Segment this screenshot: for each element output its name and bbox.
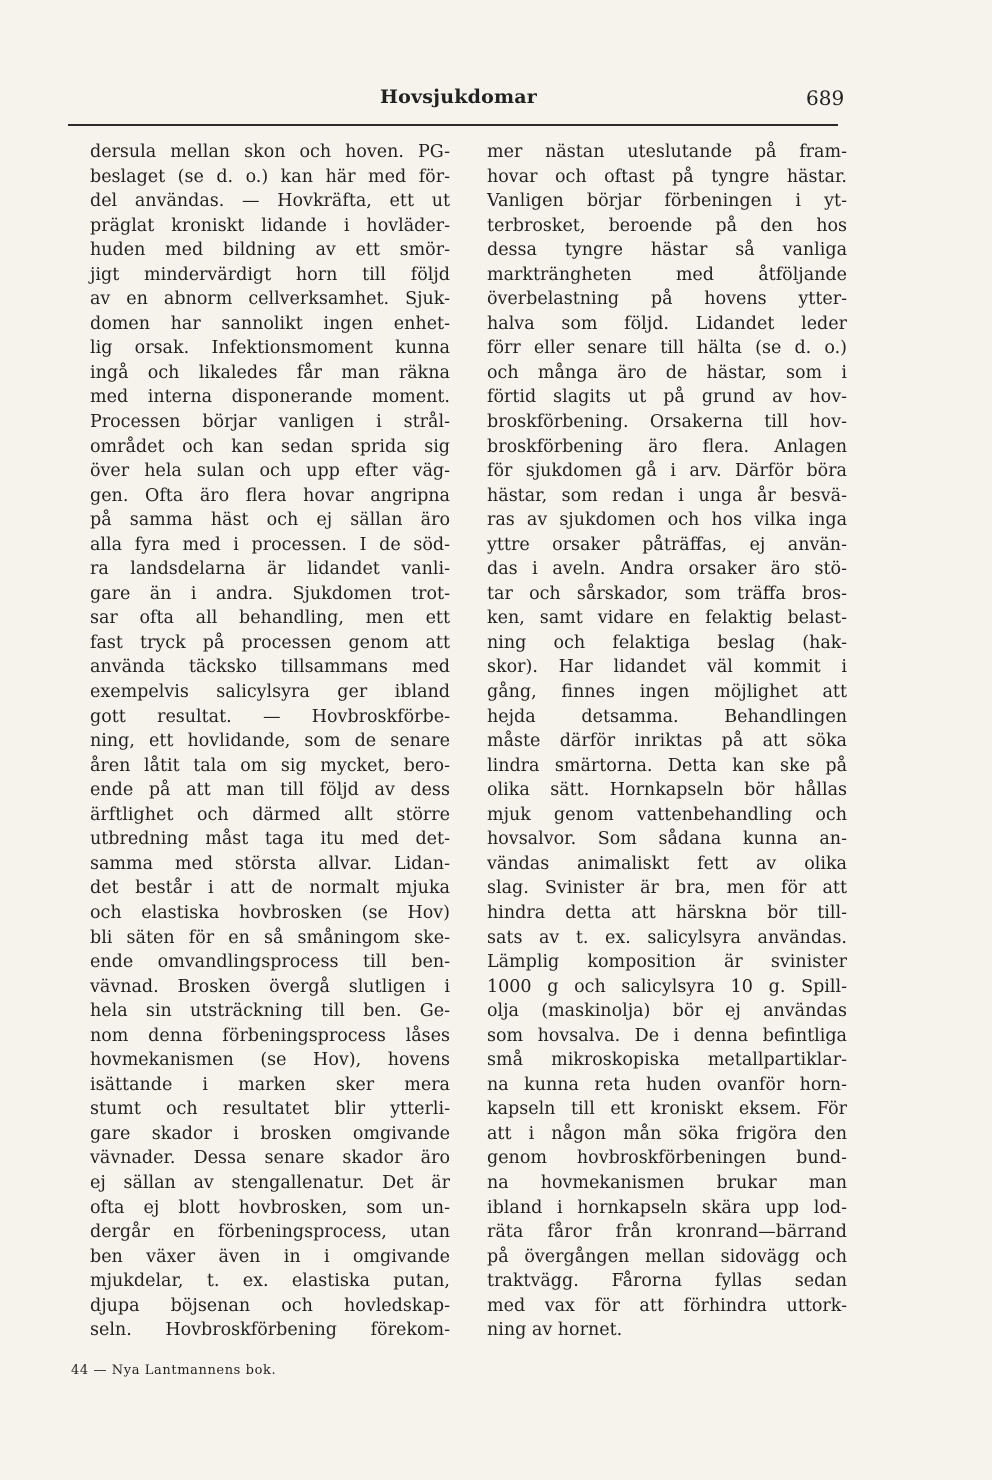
text-line: genom hovbroskförbeningen bund-: [487, 1148, 847, 1169]
text-line: hela sin utsträckning till ben. Ge-: [90, 1001, 450, 1022]
text-line: av en abnorm cellverksamhet. Sjuk-: [90, 289, 450, 310]
text-line: och många äro de hästar, som i: [487, 362, 847, 383]
text-line: 1000 g och salicylsyra 10 g. Spill-: [487, 976, 847, 997]
text-line: gång, finnes ingen möjlighet att: [487, 682, 847, 703]
text-line: hovsalvor. Som sådana kunna an-: [487, 829, 847, 850]
text-line: samma med största allvar. Lidan-: [90, 853, 450, 874]
running-header-title: Hovsjukdomar: [380, 86, 537, 108]
text-line: exempelvis salicylsyra ger ibland: [90, 682, 450, 703]
text-line: vävnader. Dessa senare skador äro: [90, 1148, 450, 1169]
text-line: ärftlighet och därmed allt större: [90, 804, 450, 825]
text-line: som hovsalva. De i denna befintliga: [487, 1025, 847, 1046]
text-line: terbrosket, beroende på den hos: [487, 215, 847, 236]
text-line: na hovmekanismen brukar man: [487, 1172, 847, 1193]
text-line: präglat kroniskt lidande i hovläder-: [90, 215, 450, 236]
text-line: att i någon mån söka frigöra den: [487, 1123, 847, 1144]
text-line: lindra smärtorna. Detta kan ske på: [487, 755, 847, 776]
text-line: vändas animaliskt fett av olika: [487, 853, 847, 874]
text-line: sar ofta all behandling, men ett: [90, 608, 450, 629]
text-line: broskförbening. Orsakerna till hov-: [487, 412, 847, 433]
text-line: förr eller senare till hälta (se d. o.): [487, 338, 847, 359]
text-line: gare skador i brosken omgivande: [90, 1123, 450, 1144]
text-line: djupa böjsenan och hovledskap-: [90, 1295, 450, 1316]
text-line: mjuk genom vattenbehandling och: [487, 804, 847, 825]
text-line: Vanligen börjar förbeningen i yt-: [487, 191, 847, 212]
header-rule: [68, 124, 838, 126]
text-line: domen har sannolikt ingen enhet-: [90, 313, 450, 334]
text-line: på samma häst och ej sällan äro: [90, 510, 450, 531]
text-line: med interna disponerande moment.: [90, 387, 450, 408]
text-line: isättande i marken sker mera: [90, 1074, 450, 1095]
text-line: jigt mindervärdigt horn till följd: [90, 264, 450, 285]
text-line: tar och sårskador, som träffa bros-: [487, 583, 847, 604]
text-line: ofta ej blott hovbrosken, som un-: [90, 1197, 450, 1218]
text-line: nom denna förbeningsprocess låses: [90, 1025, 450, 1046]
text-line: gott resultat. — Hovbroskförbe-: [90, 706, 450, 727]
text-line: kapseln till ett kroniskt eksem. För: [487, 1099, 847, 1120]
text-line: sats av t. ex. salicylsyra användas.: [487, 927, 847, 948]
text-line: olja (maskinolja) bör ej användas: [487, 1001, 847, 1022]
text-line: räta fåror från kronrand—bärrand: [487, 1222, 847, 1243]
text-line: ras av sjukdomen och hos vilka inga: [487, 510, 847, 531]
text-line: Processen börjar vanligen i strål-: [90, 412, 450, 433]
text-line: på övergången mellan sidovägg och: [487, 1246, 847, 1267]
text-line: hästar, som redan i unga år besvä-: [487, 485, 847, 506]
text-line: slag. Svinister är bra, men för att: [487, 878, 847, 899]
text-line: hejda detsamma. Behandlingen: [487, 706, 847, 727]
text-line: dessa tyngre hästar så vanliga: [487, 240, 847, 261]
text-line: das i aveln. Andra orsaker äro stö-: [487, 559, 847, 580]
text-line: över hela sulan och upp efter väg-: [90, 461, 450, 482]
text-line: ej sällan av stengallenatur. Det är: [90, 1172, 450, 1193]
text-line: huden med bildning av ett smör-: [90, 240, 450, 261]
text-line: ingå och likaledes får man räkna: [90, 362, 450, 383]
text-line: mjukdelar, t. ex. elastiska putan,: [90, 1271, 450, 1292]
text-line: gen. Ofta äro flera hovar angripna: [90, 485, 450, 506]
text-line: ende på att man till följd av dess: [90, 780, 450, 801]
footer-signature: 44 — Nya Lantmannens bok.: [71, 1363, 277, 1378]
text-line: och elastiska hovbrosken (se Hov): [90, 902, 450, 923]
text-line: markträngheten med åtföljande: [487, 264, 847, 285]
text-line: för sjukdomen gå i arv. Därför böra: [487, 461, 847, 482]
text-line: ning, ett hovlidande, som de senare: [90, 731, 450, 752]
right-text-column: [487, 140, 847, 1343]
text-line: små mikroskopiska metallpartiklar-: [487, 1050, 847, 1071]
text-line: hovar och oftast på tyngre hästar.: [487, 166, 847, 187]
text-line: förtid slagits ut på grund av hov-: [487, 387, 847, 408]
text-line: skor). Har lidandet väl kommit i: [487, 657, 847, 678]
text-line: vävnad. Brosken övergå slutligen i: [90, 976, 450, 997]
text-line: traktvägg. Fårorna fyllas sedan: [487, 1271, 847, 1292]
text-line: lig orsak. Infektionsmoment kunna: [90, 338, 450, 359]
text-line: ning och felaktiga beslag (hak-: [487, 632, 847, 653]
text-line: dersula mellan skon och hoven. PG-: [90, 142, 450, 162]
text-line: mer nästan uteslutande på fram-: [487, 142, 847, 162]
text-line: alla fyra med i processen. I de söd-: [90, 534, 450, 555]
text-line: med vax för att förhindra uttork-: [487, 1295, 847, 1316]
text-line: gare än i andra. Sjukdomen trot-: [90, 583, 450, 604]
text-line: seln. Hovbroskförbening förekom-: [90, 1320, 450, 1341]
text-line: åren låtit tala om sig mycket, bero-: [90, 755, 450, 776]
page-number: 689: [806, 86, 845, 110]
text-line: na kunna reta huden ovanför horn-: [487, 1074, 847, 1095]
text-line: beslaget (se d. o.) kan här med för-: [90, 166, 450, 187]
text-line: olika sätt. Hornkapseln bör hållas: [487, 780, 847, 801]
text-line: det består i att de normalt mjuka: [90, 878, 450, 899]
text-line: del användas. — Hovkräfta, ett ut: [90, 191, 450, 212]
text-line: ibland i hornkapseln skära upp lod-: [487, 1197, 847, 1218]
left-text-column: [90, 140, 450, 1343]
text-line: broskförbening äro flera. Anlagen: [487, 436, 847, 457]
text-line: hovmekanismen (se Hov), hovens: [90, 1050, 450, 1071]
text-line: hindra detta att härskna bör till-: [487, 902, 847, 923]
text-line: fast tryck på processen genom att: [90, 632, 450, 653]
text-line: ra landsdelarna är lidandet vanli-: [90, 559, 450, 580]
text-line: överbelastning på hovens ytter-: [487, 289, 847, 310]
text-line: bli säten för en så småningom ske-: [90, 927, 450, 948]
text-line: yttre orsaker påträffas, ej använ-: [487, 534, 847, 555]
text-line: ken, samt vidare en felaktig belast-: [487, 608, 847, 629]
text-line: stumt och resultatet blir ytterli-: [90, 1099, 450, 1120]
text-line: ende omvandlingsprocess till ben-: [90, 952, 450, 973]
text-line: dergår en förbeningsprocess, utan: [90, 1222, 450, 1243]
text-line: området och kan sedan sprida sig: [90, 436, 450, 457]
text-line: Lämplig komposition är svinister: [487, 952, 847, 973]
text-line: utbredning måst taga itu med det-: [90, 829, 450, 850]
text-line: halva som följd. Lidandet leder: [487, 313, 847, 334]
text-line: ben växer även in i omgivande: [90, 1246, 450, 1267]
text-line: måste därför inriktas på att söka: [487, 731, 847, 752]
text-line: använda täcksko tillsammans med: [90, 657, 450, 678]
text-line: ning av hornet.: [487, 1320, 623, 1341]
